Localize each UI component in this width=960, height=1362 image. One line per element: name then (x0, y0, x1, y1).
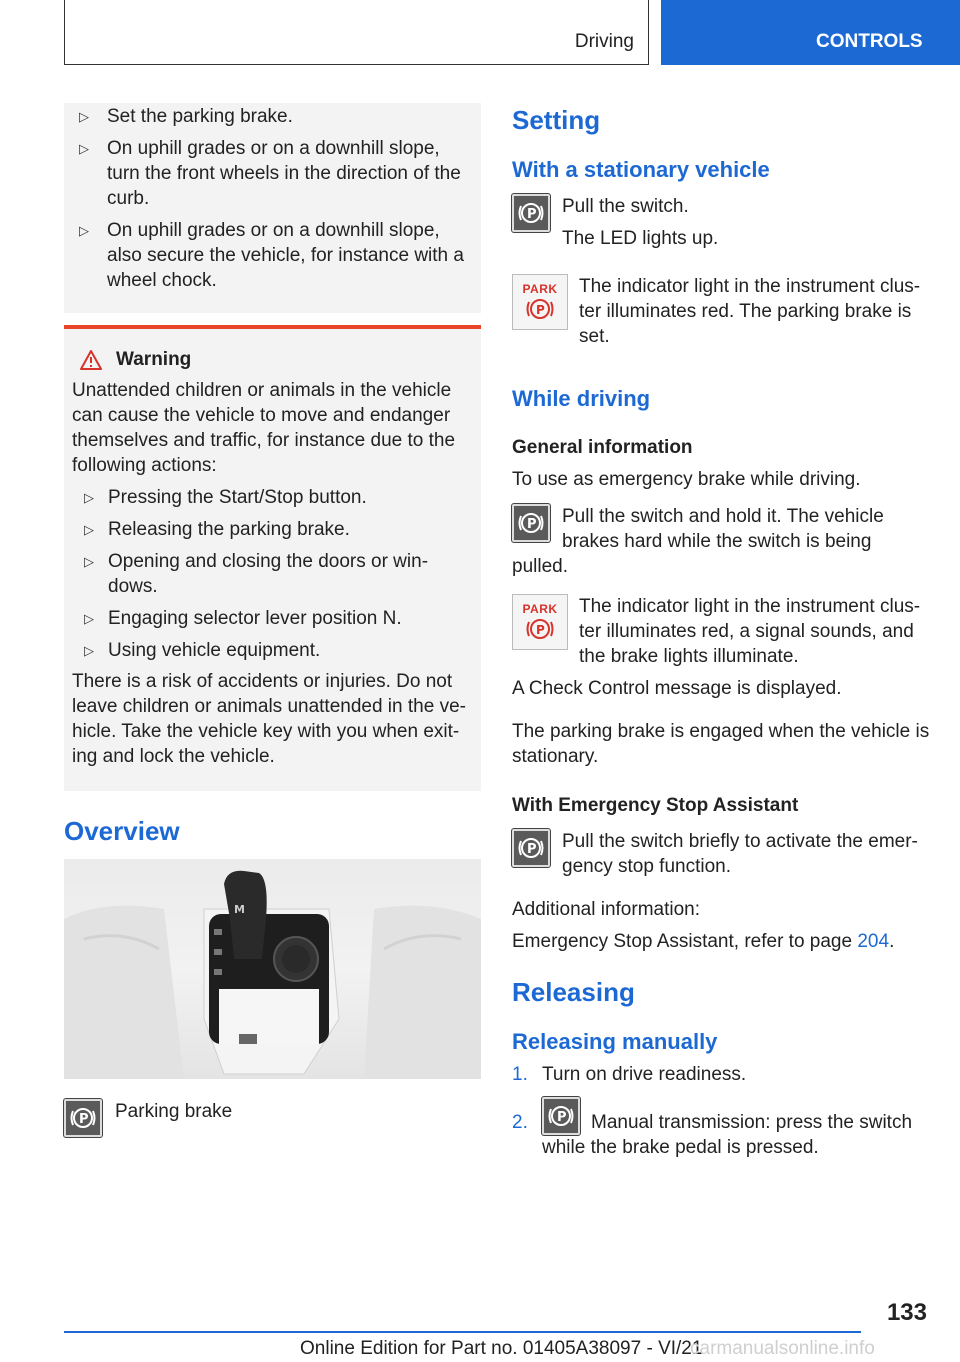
overview-heading: Overview (64, 816, 180, 846)
cross-reference: Emergency Stop Assistant, refer to page 204. (512, 931, 895, 952)
triangle-right-icon: ▷ (79, 109, 89, 124)
parking-brake-switch-icon (512, 504, 550, 542)
esa-step: P Pull the switch briefly to activate the emer-gency stop function. (512, 829, 932, 879)
list-item: ▷ Opening and closing the doors or win-dows. (72, 548, 473, 605)
header-chapter-tab (661, 0, 960, 65)
releasing-manual-heading: Releasing manually (512, 1029, 718, 1054)
svg-text:P: P (527, 842, 537, 857)
park-indicator-icon: PARK P (512, 274, 568, 330)
svg-text:P: P (557, 1110, 567, 1125)
list-item: ▷ Using vehicle equipment. (72, 637, 473, 669)
list-item: ▷ Set the parking brake. (74, 103, 471, 135)
warning-title: Warning (72, 347, 473, 372)
header-section-tab (64, 0, 649, 65)
park-indicator-icon: PARK P (512, 594, 568, 650)
emergency-brake-step: P Pull the switch and hold it. The vehicle brakes hard while the switch is being (512, 504, 932, 554)
releasing-heading: Releasing (512, 977, 635, 1007)
parking-brake-switch-icon (64, 1099, 102, 1137)
triangle-right-icon: ▷ (84, 554, 94, 569)
warning-outro: There is a risk of accidents or injuries. Do not leave children or animals unattended in the ve-hicle. Take the vehicle key with you when exit-ing and lock the vehicle. (72, 671, 466, 767)
svg-text:P: P (79, 1112, 89, 1127)
list-item: ▷ On uphill grades or on a downhill slope, turn the front wheels in the direction of the curb. (74, 135, 471, 217)
parking-brake-switch-icon (512, 194, 550, 232)
stationary-indicator-row: PARK P The indicator light in the instrument clus-ter illuminates red. The parking brake is set. (512, 274, 932, 349)
triangle-right-icon: ▷ (84, 490, 94, 505)
warning-triangle-icon (80, 350, 102, 370)
general-heading: General information (512, 437, 693, 458)
watermark: carmanualsonline.info (690, 1338, 875, 1359)
triangle-right-icon: ▷ (79, 223, 89, 238)
step-1: 1. Turn on drive readiness. (512, 1064, 747, 1085)
triangle-right-icon: ▷ (84, 643, 94, 658)
right-column: Setting With a stationary vehicle P Pull the switch. The LED lights up. PARK P The indicator light in the instrument clus-ter illuminates red. The parking brake is set. While driving General information To use as emergency brake while driving. P Pull the switch and hold it. The vehicle brakes hard while the switch is being pulled. PARK P The indicator light in the instrument clus-ter illuminates red, a signal sounds, and the brake lights illuminate. A Check Control message is displayed. The parking brake is engaged when the vehicle is stationary. With Emergency Stop Assistant P Pull the switch briefly to activate the emer-gency stop function. Additional information: Emergency Stop Assistant, refer to page 204. Releasing Releasing manually 1. Turn on drive readiness. 2. P Manual transmission: press the switch while the brake pedal is pressed. (512, 103, 932, 1160)
parking-tips-box (64, 103, 481, 313)
footer-edition: Online Edition for Part no. 01405A38097 - VI/21 (300, 1338, 703, 1359)
list-item: ▷ Releasing the parking brake. (72, 516, 473, 548)
warning-box (64, 325, 481, 791)
photo-caption: Parking brake (115, 1101, 233, 1122)
footer-divider (64, 1331, 861, 1333)
svg-text:P: P (536, 302, 545, 317)
warning-intro: Unattended children or animals in the vehicle can cause the vehicle to move and endanger themselves and traffic, for instance due to the following actions: (72, 380, 456, 476)
list-item: ▷ On uphill grades or on a downhill slope, also secure the vehicle, for instance with a wheel chock. (74, 217, 471, 299)
triangle-right-icon: ▷ (84, 522, 94, 537)
step-2: 2. P Manual transmission: press the switch while the brake pedal is pressed. (512, 1097, 932, 1160)
stationary-heading: With a stationary vehicle (512, 157, 770, 182)
left-column (64, 103, 481, 1137)
setting-heading: Setting (512, 105, 601, 135)
photo-caption-row (64, 1099, 481, 1137)
driving-indicator-row: PARK P The indicator light in the instrument clus-ter illuminates red, a signal sounds, and the brake lights illuminate. (512, 594, 932, 669)
triangle-right-icon: ▷ (84, 611, 94, 626)
svg-text:P: P (527, 207, 537, 222)
triangle-right-icon: ▷ (79, 141, 89, 156)
page-number: 133 (886, 1299, 927, 1326)
svg-text:M: M (234, 903, 245, 916)
list-item: ▷ Pressing the Start/Stop button. (72, 484, 473, 516)
stationary-step: P Pull the switch. The LED lights up. (512, 194, 932, 251)
page-link[interactable]: 204 (857, 931, 890, 952)
parking-brake-switch-icon (512, 829, 550, 867)
header-chapter-label: CONTROLS (816, 31, 923, 52)
list-item: ▷ Engaging selector lever position N. (72, 605, 473, 637)
svg-text:P: P (527, 517, 537, 532)
driving-heading: While driving (512, 386, 651, 411)
parking-brake-photo (64, 859, 481, 1079)
esa-heading: With Emergency Stop Assistant (512, 795, 799, 816)
svg-text:P: P (536, 622, 545, 637)
header-section-label: Driving (574, 31, 634, 52)
parking-brake-switch-icon (542, 1097, 580, 1135)
center-console-illustration (64, 859, 481, 1079)
